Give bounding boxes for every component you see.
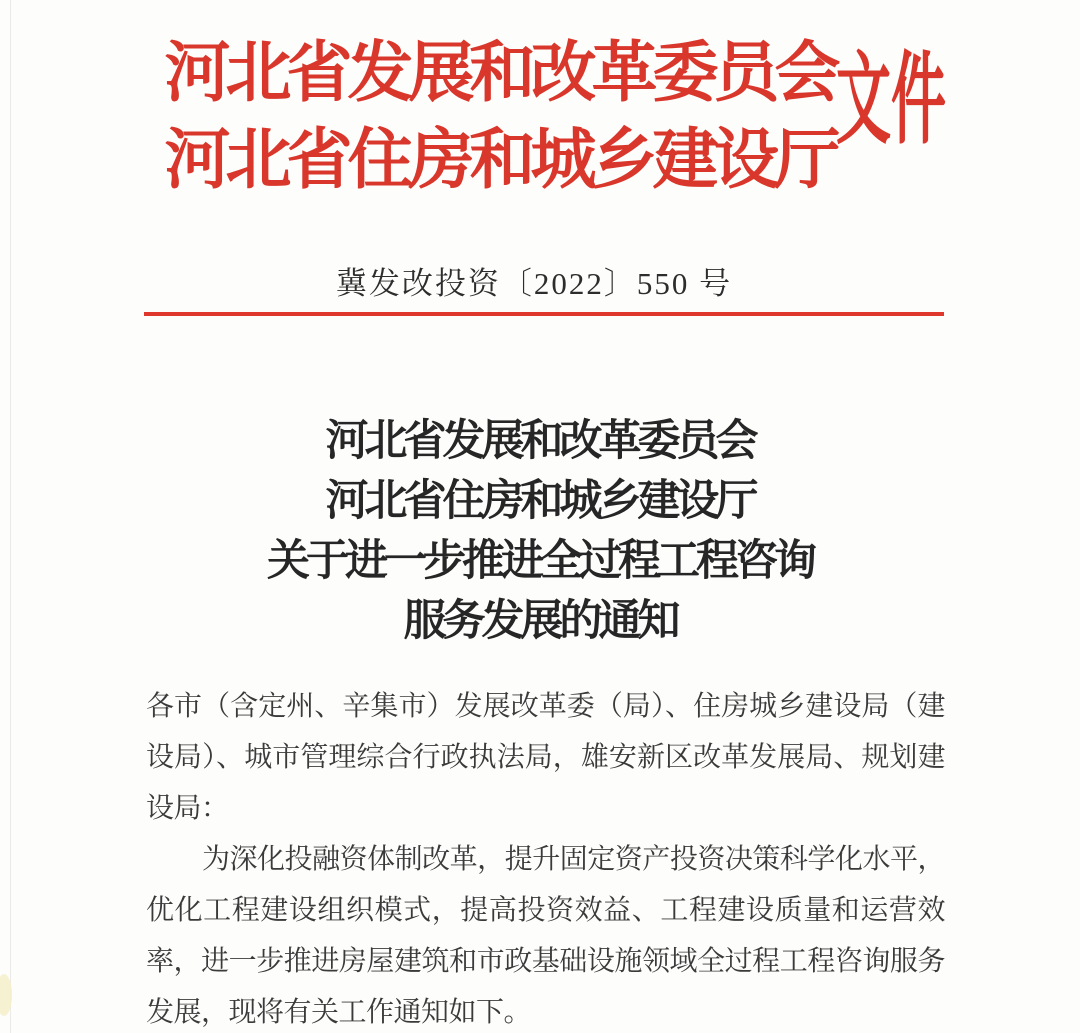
letterhead-agency-line1: 河北省发展和改革委员会 <box>164 37 836 110</box>
letterhead-agencies <box>150 30 850 204</box>
recipients-paragraph: 各市（含定州、辛集市）发展改革委（局）、住房城乡建设局（建设局）、城市管理综合行政执法局，雄安新区改革发展局、规划建设局： <box>146 691 945 824</box>
letterhead-agency-line2: 河北省住房和城乡建设厅 <box>164 124 836 197</box>
title-line-4: 服务发展的通知 <box>403 598 677 645</box>
document-body <box>146 681 945 1033</box>
intro-paragraph: 为深化投融资体制改革，提升固定资产投资决策科学化水平，优化工程建设组织模式，提高投资效益、工程建设质量和运营效率，进一步推进房屋建筑和市政基础设施领域全过程工程咨询服务发展，现将有关工作通知如下。 <box>146 844 945 1028</box>
red-divider-line <box>144 312 944 316</box>
title-line-1: 河北省发展和改革委员会 <box>325 418 755 465</box>
title-line-2: 河北省住房和城乡建设厅 <box>325 478 755 525</box>
reference-number: 冀发改投资〔2022〕550 号 <box>335 266 733 301</box>
document-title <box>0 412 1080 652</box>
document-type-label: 文件 <box>836 45 946 156</box>
title-line-3: 关于进一步推进全过程工程咨询 <box>267 538 813 585</box>
